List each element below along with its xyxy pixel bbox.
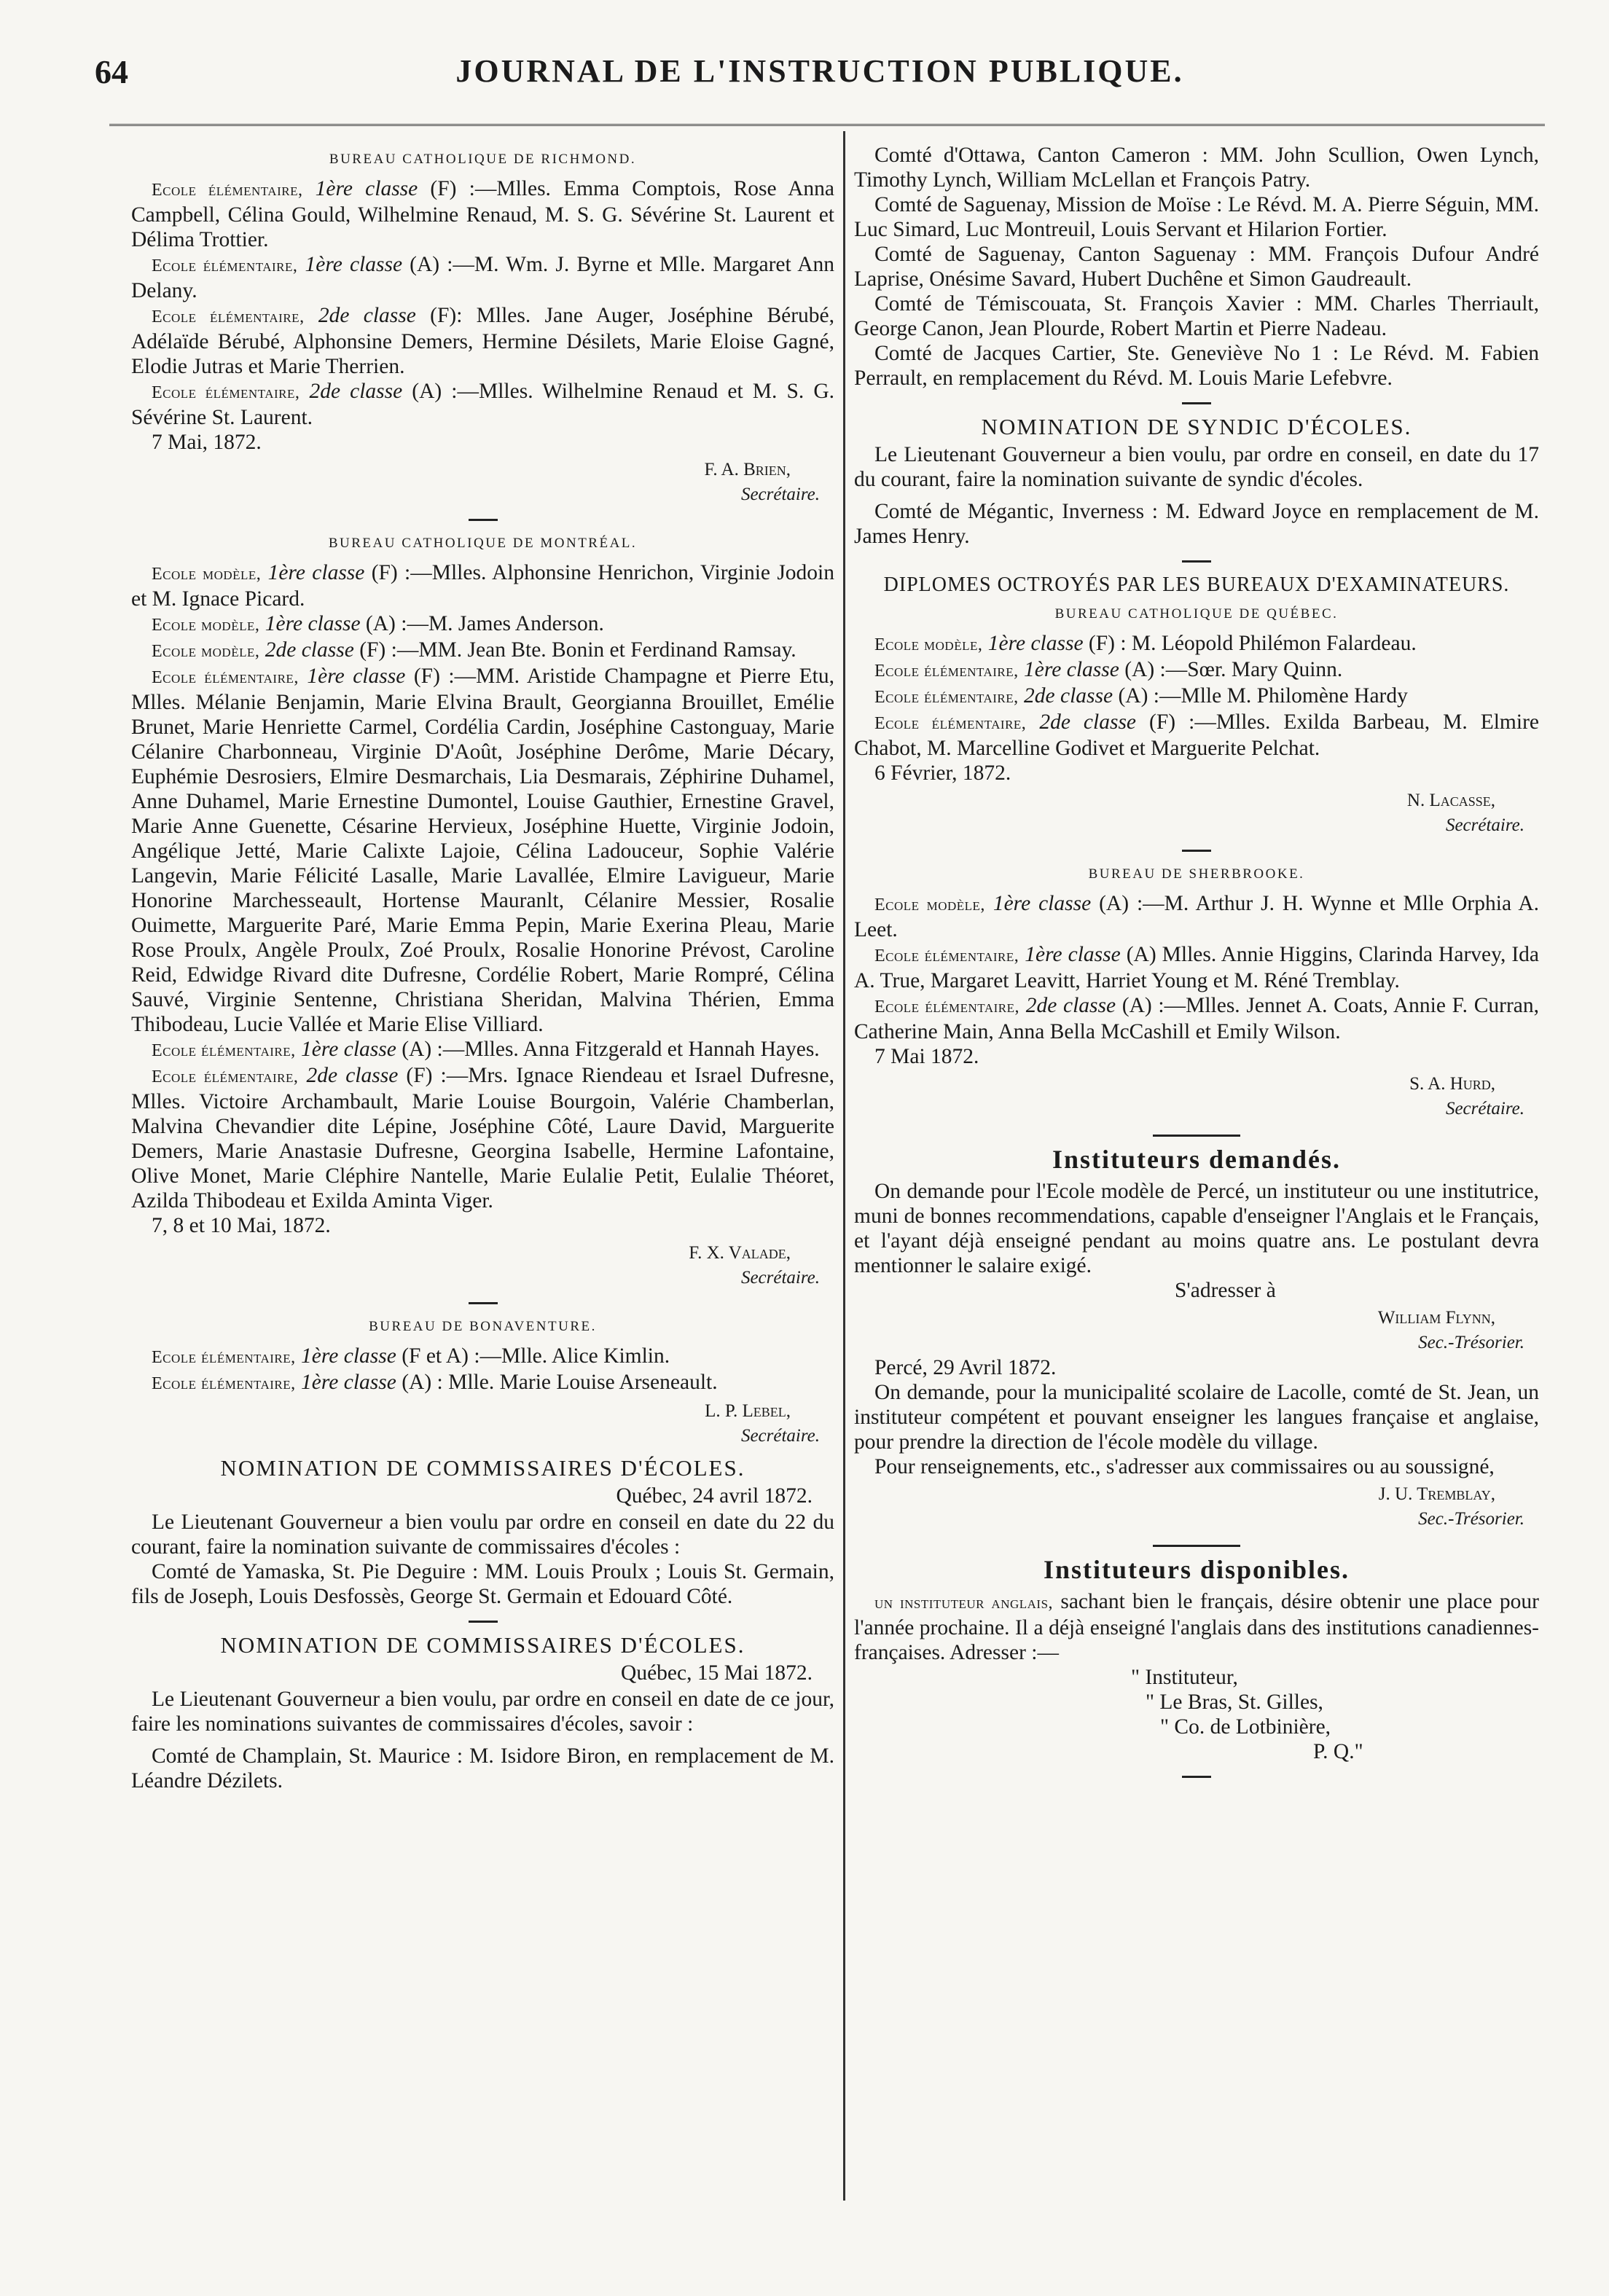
page-number: 64	[95, 53, 128, 90]
paragraph: Comté de Champlain, St. Maurice : M. Isidore Biron, en remplacement de M. Léandre Dézilets.	[131, 1744, 834, 1792]
separator	[1182, 850, 1211, 852]
page-header	[95, 45, 1545, 111]
paragraph: Le Lieutenant Gouverneur a bien voulu par ordre en conseil en date du 22 du courant, faire la nomination suivante de commissaires d'écoles :	[131, 1511, 834, 1559]
separator	[1182, 1776, 1211, 1778]
address-label: S'adresser à	[1175, 1279, 1276, 1302]
signature-title: Secrétaire.	[740, 1426, 820, 1446]
separator	[469, 519, 498, 521]
section-heading: BUREAU DE SHERBROOKE.	[1088, 866, 1305, 882]
entry-date: 7 Mai, 1872.	[152, 431, 262, 454]
paragraph: On demande pour l'Ecole modèle de Percé, un instituteur ou une institutrice, muni de bonnes recommendations, capable d'enseigner l'Anglais et le Français, et l'ayant déjà enseigné pendant au moins quatre ans. Le postulant devra mentionner le salaire exigé.	[854, 1180, 1539, 1277]
address-line: P. Q."	[1313, 1740, 1363, 1763]
paragraph: On demande, pour la municipalité scolaire de Lacolle, comté de St. Jean, un instituteur compétent et pouvant enseigner les langues française et anglaise, pour prendre la direction de l'école modèle du village.	[854, 1381, 1539, 1454]
paragraph: Comté de Saguenay, Mission de Moïse : Le Révd. M. A. Pierre Séguin, MM. Luc Simard, Luc Montreuil, Louis Servant et Hilarion Fortier.	[854, 193, 1539, 241]
address-line: " Co. de Lotbinière,	[1160, 1715, 1331, 1739]
section-heading: Instituteurs demandés.	[1052, 1145, 1342, 1174]
entry-date: Québec, 15 Mai 1872.	[621, 1661, 813, 1685]
diploma-entry: Ecole élémentaire, 2de classe (A) :—Mlles. Jennet A. Coats, Annie F. Curran, Catherine Main, Anna Bella McCashill et Emily Wilson.	[854, 994, 1540, 1043]
separator	[469, 1621, 498, 1623]
bonaventure-section	[131, 1314, 834, 1449]
nomination-commissaires-2	[131, 1633, 834, 1793]
paragraph: Comté de Mégantic, Inverness : M. Edward Joyce en remplacement de M. James Henry.	[854, 500, 1539, 548]
diploma-entry: Ecole élémentaire, 1ère classe (F) :—Mlles. Emma Comptois, Rose Anna Campbell, Célina Gould, Wilhelmine Renaud, M. S. G. Sévérine St. Laurent et Délima Trottier.	[131, 177, 835, 251]
signature: William Flynn,	[1377, 1308, 1495, 1328]
separator	[469, 1302, 498, 1304]
instituteurs-disponibles	[854, 1557, 1539, 1778]
paragraph: Comté d'Ottawa, Canton Cameron : MM. John Scullion, Owen Lynch, Timothy Lynch, William McLellan et François Patry.	[854, 144, 1539, 192]
diploma-entry: Ecole élémentaire, 2de classe (F) :—Mrs. Ignace Riendeau et Israel Dufresne, Mlles. Victoire Archambault, Marie Louise Bourgoin, Valérie Chamberlan, Malvina Chevandier dite Lépine, Joséphine Côté, Laure David, Marguerite Demers, Marie Anastasie Dufresne, Georgina Isabelle, Hermine Lafontaine, Olive Monet, Marie Cléphire Nantelle, Marie Eulalie Petit, Eulalie Théoret, Azilda Thibodeau et Exilda Aminta Viger.	[131, 1064, 834, 1212]
paragraph: Comté de Jacques Cartier, Ste. Geneviève No 1 : Le Révd. M. Fabien Perrault, en remplacement du Révd. M. Louis Marie Lefebvre.	[854, 342, 1539, 390]
entry-date: 7 Mai 1872.	[874, 1045, 979, 1068]
entry-date: Percé, 29 Avril 1872.	[874, 1356, 1057, 1379]
paragraph: un instituteur anglais, sachant bien le français, désire obtenir une place pour l'année prochaine. Il a déjà enseigné l'anglais dans des institutions canadiennes-françaises. Adresser :—	[854, 1590, 1539, 1664]
section-heading: Instituteurs disponibles.	[1043, 1555, 1350, 1584]
diploma-entry: Ecole élémentaire, 2de classe (A) :—Mlle M. Philomène Hardy	[874, 684, 1408, 708]
section-heading: DIPLOMES OCTROYÉS PAR LES BUREAUX D'EXAMINATEURS.	[883, 573, 1510, 596]
paragraph: Pour renseignements, etc., s'adresser aux commissaires ou au soussigné,	[874, 1455, 1495, 1478]
diploma-entry: Ecole modèle, 1ère classe (A) :—M. Arthur J. H. Wynne et Mlle Orphia A. Leet.	[854, 892, 1540, 941]
diploma-entry: Ecole modèle, 1ère classe (F) :—Mlles. Alphonsine Henrichon, Virginie Jodoin et M. Ignace Picard.	[131, 561, 835, 611]
signature: S. A. Hurd,	[1409, 1074, 1495, 1094]
paragraph: Le Lieutenant Gouverneur a bien voulu, par ordre en conseil, en date du 17 du courant, faire la nomination suivante de syndic d'écoles.	[854, 443, 1539, 491]
diploma-entry: Ecole modèle, 1ère classe (A) :—M. James Anderson.	[152, 612, 604, 635]
diploma-entry: Ecole élémentaire, 1ère classe (A) :—Sœr. Mary Quinn.	[874, 658, 1343, 681]
section-heading: BUREAU CATHOLIQUE DE MONTRÉAL.	[328, 536, 638, 551]
section-heading: NOMINATION DE COMMISSAIRES D'ÉCOLES.	[220, 1455, 745, 1481]
diploma-entry: Ecole élémentaire, 1ère classe (F) :—MM. Aristide Champagne et Pierre Etu, Mlles. Mélanie Benjamin, Marie Elvina Brault, Georgianna Brouillet, Emélie Brunet, Marie Henriette Carmel, Cordélia Cardin, Joséphine Castonguay, Marie Célanire Charbonneau, Virginie D'Août, Joséphine Derôme, Marie Décary, Euphémie Desrosiers, Elmire Desmarchais, Lia Desmarais, Zéphirine Duhamel, Anne Duhamel, Marie Ernestine Dumontel, Louise Gauthier, Ernestine Gravel, Marie Anne Guenette, Césarine Hervieux, Joséphine Huette, Virginie Jodoin, Angélique Jetté, Marie Calixte Lajoie, Célina Ladouceur, Sophie Valérie Langevin, Marie Félicité Lasalle, Marie Lavallée, Elmire Lavigueur, Marie Honorine Marchesseault, Hortense Mauranlt, Célanire Messier, Rosalie Ouimette, Marguerite Paré, Marie Emma Pepin, Marie Exerina Pleau, Marie Rose Proulx, Angèle Proulx, Zoé Proulx, Rosalie Honorine Prévost, Caroline Reid, Edwidge Rivard dite Dufresne, Cordélie Robert, Marie Rompré, Célina Sauvé, Virginie Sentenne, Christiana Sheridan, Malvina Thérien, Emma Thibodeau, Lucie Vallée et Marie Elise Villiard.	[131, 665, 834, 1036]
diploma-entry: Ecole élémentaire, 2de classe (F) :—Mlles. Exilda Barbeau, M. Elmire Chabot, M. Marcelline Godivet et Marguerite Pelchat.	[854, 710, 1539, 760]
entry-date: Québec, 24 avril 1872.	[616, 1484, 813, 1508]
signature: J. U. Tremblay,	[1378, 1484, 1495, 1504]
sherbrooke-section	[854, 862, 1539, 1121]
montreal-section	[131, 531, 834, 1290]
section-heading: BUREAU DE BONAVENTURE.	[369, 1319, 597, 1334]
diploma-entry: Ecole élémentaire, 1ère classe (A) Mlles. Annie Higgins, Clarinda Harvey, Ida A. True, Margaret Leavitt, Harriet Young et M. Réné Tremblay.	[854, 943, 1539, 992]
diploma-entry: Ecole modèle, 2de classe (F) :—MM. Jean Bte. Bonin et Ferdinand Ramsay.	[152, 638, 796, 662]
paragraph: Le Lieutenant Gouverneur a bien voulu, par ordre en conseil en date de ce jour, faire les nominations suivantes de commissaires d'écoles, savoir :	[131, 1688, 834, 1736]
separator	[1153, 1545, 1240, 1547]
diploma-entry: Ecole élémentaire, 2de classe (A) :—Mlles. Wilhelmine Renaud et M. S. G. Sévérine St. Laurent.	[131, 380, 835, 429]
column-divider	[843, 131, 845, 2201]
signature-title: Secrétaire.	[740, 485, 820, 504]
header-rule	[109, 124, 1545, 126]
signature: F. X. Valade,	[689, 1243, 791, 1263]
address-line: " Instituteur,	[1131, 1666, 1238, 1689]
left-column	[131, 143, 834, 1793]
nomination-continued	[854, 143, 1539, 391]
diplomes-section	[854, 573, 1539, 838]
journal-title: JOURNAL DE L'INSTRUCTION PUBLIQUE.	[455, 53, 1184, 89]
right-column	[854, 143, 1539, 1788]
signature: F. A. Brien,	[704, 460, 791, 479]
separator	[1182, 560, 1211, 563]
paragraph: Comté de Yamaska, St. Pie Deguire : MM. Louis Proulx ; Louis St. Germain, fils de Joseph, Louis Desfossès, George St. Germain et Edouard Côté.	[131, 1560, 834, 1608]
signature-title: Secrétaire.	[1445, 1099, 1524, 1118]
entry-date: 6 Février, 1872.	[874, 761, 1011, 785]
separator	[1182, 402, 1211, 404]
signature-title: Sec.-Trésorier.	[1418, 1333, 1524, 1352]
instituteurs-demandes	[854, 1147, 1539, 1532]
diploma-entry: Ecole élémentaire, 1ère classe (A) :—M. Wm. J. Byrne et Mlle. Margaret Ann Delany.	[131, 253, 834, 302]
address-line: " Le Bras, St. Gilles,	[1146, 1690, 1323, 1714]
separator	[1153, 1135, 1240, 1137]
diploma-entry: Ecole élémentaire, 2de classe (F): Mlles. Jane Auger, Joséphine Bérubé, Adélaïde Bérubé, Alphonsine Demers, Hermine Désilets, Marie Eloise Gagné, Elodie Jutras et Marie Therrien.	[131, 304, 835, 378]
diploma-entry: Ecole modèle, 1ère classe (F) : M. Léopold Philémon Falardeau.	[874, 632, 1417, 655]
syndic-section	[854, 415, 1539, 549]
signature: N. Lacasse,	[1406, 791, 1495, 810]
signature-title: Secrétaire.	[740, 1268, 820, 1288]
section-subheading: BUREAU CATHOLIQUE DE QUÉBEC.	[1054, 606, 1339, 622]
section-heading: NOMINATION DE COMMISSAIRES D'ÉCOLES.	[220, 1632, 745, 1658]
diploma-entry: Ecole élémentaire, 1ère classe (A) :—Mlles. Anna Fitzgerald et Hannah Hayes.	[152, 1038, 820, 1061]
diploma-entry: Ecole élémentaire, 1ère classe (A) : Mlle. Marie Louise Arseneault.	[152, 1371, 718, 1394]
signature-title: Sec.-Trésorier.	[1418, 1509, 1524, 1529]
diploma-entry: Ecole élémentaire, 1ère classe (F et A) :—Mlle. Alice Kimlin.	[152, 1344, 670, 1368]
paragraph: Comté de Saguenay, Canton Saguenay : MM. François Dufour André Laprise, Onésime Savard, Hubert Duchêne et Simon Gaudreault.	[854, 243, 1539, 291]
paragraph: Comté de Témiscouata, St. François Xavier : MM. Charles Therriault, George Canon, Jean Plourde, Robert Martin et Pierre Nadeau.	[854, 292, 1539, 340]
section-heading: NOMINATION DE SYNDIC D'ÉCOLES.	[981, 414, 1412, 439]
entry-date: 7, 8 et 10 Mai, 1872.	[152, 1214, 331, 1237]
richmond-section	[131, 147, 834, 507]
section-heading: BUREAU CATHOLIQUE DE RICHMOND.	[329, 152, 637, 167]
signature: L. P. Lebel,	[705, 1401, 791, 1421]
signature-title: Secrétaire.	[1445, 815, 1524, 835]
nomination-commissaires-1	[131, 1456, 834, 1609]
